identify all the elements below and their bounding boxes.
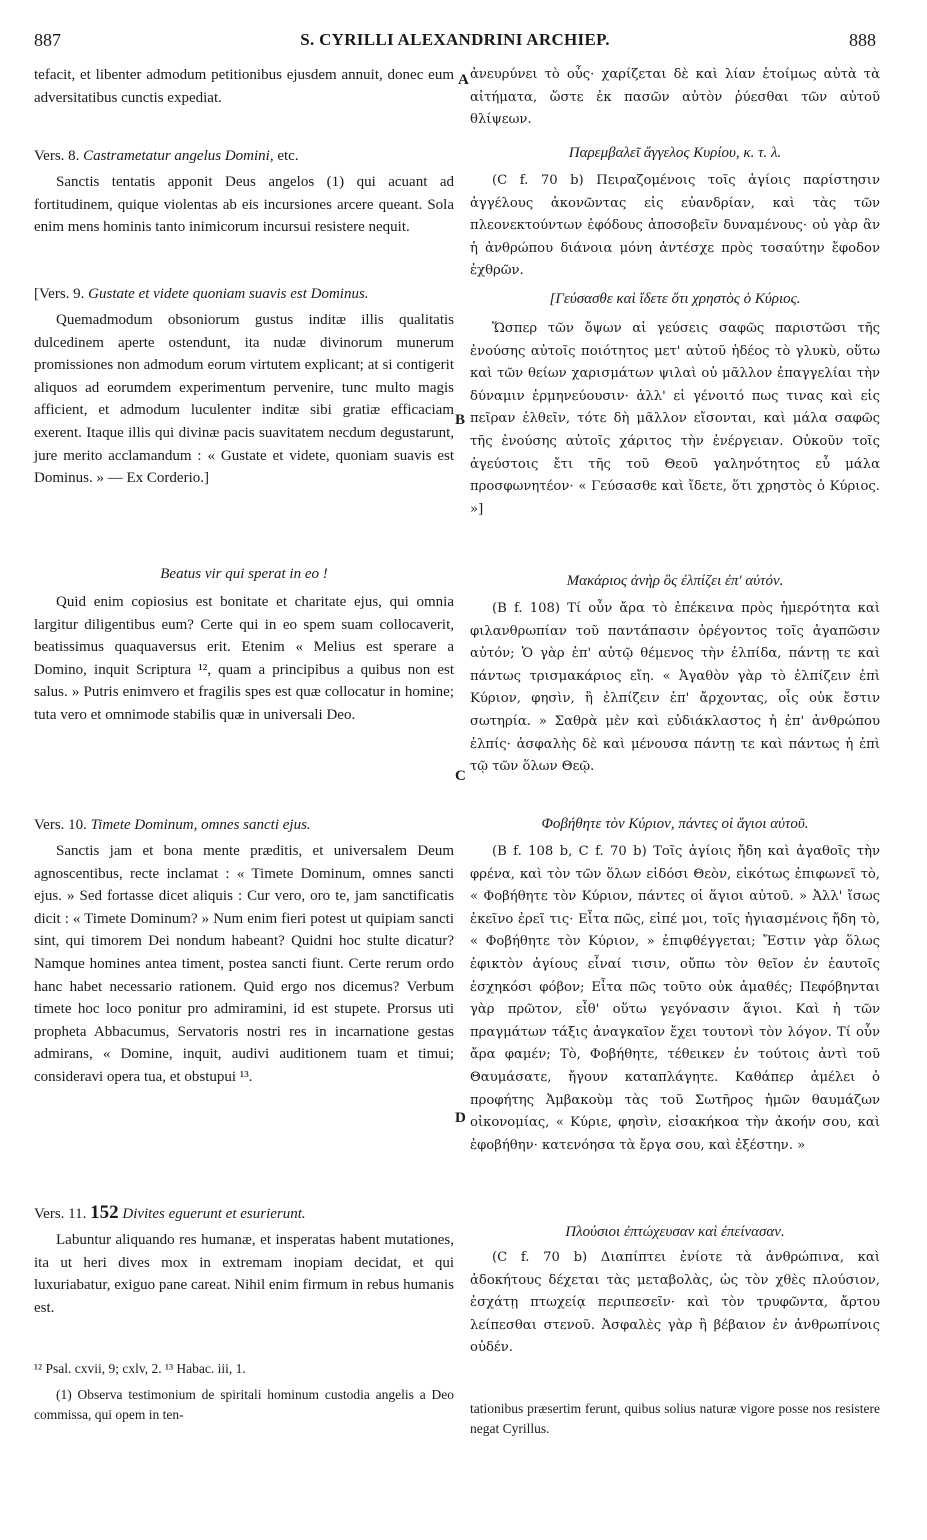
latin-paragraph-v8: Sanctis tentatis apponit Deus angelos (1) qui acuant ad fortitudinem, quique violentas ab eis incursiones arcere queant. Sola enim mens hominis tanto inimicorum incursui resistere nequit. [34, 174, 454, 236]
verse-text: Divites eguerunt et esurierunt. [122, 1206, 306, 1222]
page-number-left: 887 [34, 30, 61, 50]
greek-heading-v9: [Γεύσασθε καὶ ἴδετε ὅτι χρηστὸς ὁ Κύριος. [549, 291, 801, 307]
verse-text: Gustate et videte quoniam suavis est Dominus. [88, 286, 369, 302]
footnote-references: ¹² Psal. cxvii, 9; cxlv, 2. ¹³ Habac. iii, 1. [34, 1361, 246, 1376]
margin-marker-d: D [455, 1110, 466, 1126]
footnote-continuation: tationibus præsertim ferunt, quibus solius naturæ vigore posse nos resistere negat Cyrillus. [470, 1401, 880, 1436]
latin-paragraph-v11: Labuntur aliquando res humanæ, et insperatas habent mutationes, ita ut heri dives mox in extremam inopiam decidat, et qui luxuriabatur, exiguo pane careat. Nihil enim firmum in rebus humanis est. [34, 1232, 454, 1316]
margin-marker-c: C [455, 768, 466, 784]
verse-label: Vers. 8. [34, 148, 80, 164]
latin-heading-v8 [34, 145, 454, 167]
footnote-1: (1) Observa testimonium de spiritali hominum custodia angelis a Deo commissa, qui opem in ten- [34, 1387, 454, 1422]
greek-heading-v8: Παρεμβαλεῖ ἄγγελος Κυρίου, κ. τ. λ. [568, 145, 782, 161]
latin-column [34, 64, 454, 1425]
column-number: 152 [90, 1202, 119, 1223]
greek-paragraph-v9: Ὥσπερ τῶν ὄψων αἱ γεύσεις σαφῶς παριστῶσι τῆς ἐνούσης αὐτοῖς ποιότητος μετ' αὐτοῦ ἡδέος τὸ γλυκὺ, οὕτω καὶ τῶν θείων χαρισμάτων ψιλαὶ οὐ μᾶλλον ἐπαγγελίαι τὴν δύναμιν ἑρμηνεύουσιν· ἀλλ' εἰ γένοιτό πως τινας καὶ εἰς πεῖραν ἐλθεῖν, τότε δὴ μᾶλλον εἴσονται, καὶ μάλα σαφῶς τῆς ἐνούσης αὐτοῖς χάριτος τὴν ἐνέργειαν. Οὐκοῦν τοῖς ἀγεύστοις ἔτι τῆς τοῦ Θεοῦ γαληνότητος εὖ μάλα προσφωνητέον· « Γεύσασθε καὶ ἴδετε, ὅτι χρηστὸς ὁ Κύριος. »] [470, 321, 880, 517]
page-number-right: 888 [849, 30, 876, 50]
greek-paragraph-v10: (B f. 108 b, C f. 70 b) Τοῖς ἁγίοις ἤδη καὶ ἀγαθοῖς τὴν φρένα, καὶ τὸν τῶν ὅλων εἰδόσι Θεὸν, εἰκότως ἐπιφωνεῖ τὸ, « Φοβήθητε τὸν Κύριον, πάντες οἱ ἅγιοι αὐτοῦ. » Ἀλλ' ἴσως ἐκεῖνο ἐρεῖ τις· Εἶτα πῶς, εἰπέ μοι, τοῖς ἡγιασμένοις ἤδη τὸ, « Φοβήθητε τὸν Κύριον, » ἐπιφθέγγεται; Ἔστιν γὰρ ὅλως ἐφικτὸν ἁγίους εἶναί τισιν, οὔπω τὸν θεῖον ἐν ἑαυτοῖς ἐσχηκόσι φόβον; Εἶτα πῶς τοῦτο οὐκ ἀμαθές; Πεφόβηνται γὰρ πρῶτον, εἶθ' οὕτω γεγόνασιν ἅγιοι. Καὶ ἡ τῶν πραγμάτων τάξις ἀναγκαῖον ἔχει τουτονὶ τὸν λόγον. Τί οὖν ἄρα φαμέν; Τὸ, Φοβήθητε, τέθεικεν ἐν τούτοις ἀντὶ τοῦ Θαυμάσατε, ἤγουν καταπλάγητε. Καθάπερ ἀμέλει ὁ προφήτης Ἀμβακοὺμ τὰς τοῦ Σωτῆρος ἡμῶν θαυμάζων οἰκονομίας, « Κύριε, φησὶν, εἰσακήκοα τὴν ἀκοήν σου, καὶ ἐφοβήθην· κατενόησα τὰ ἔργα σου, καὶ ἐξέστην. » [470, 844, 880, 1153]
greek-heading-beatus: Μακάριος ἀνὴρ ὃς ἐλπίζει ἐπ' αὐτόν. [566, 573, 784, 589]
greek-paragraph-v8: (C f. 70 b) Πειραζομένοις τοῖς ἁγίοις παρίστησιν ἀγγέλους ἀκονῶντας εἰς εὐανδρίαν, καὶ τὰς τῶν πλεονεκτούντων ἐφόδους ἀποσοβεῖν δυναμένους· οὐ γὰρ ἂν ἡ ἀνθρώπου διάνοια μόνη ἀντέσχε πρὸς τοσαύτην ἔφοδον ἐχθρῶν. [470, 173, 880, 279]
latin-intro-paragraph: tefacit, et libenter admodum petitionibus ejusdem annuit, donec eum adversitatibus cunctis expediat. [34, 67, 454, 106]
margin-marker-b: B [455, 412, 466, 428]
verse-label: Vers. 10. [34, 817, 87, 833]
verse-label: Vers. 11. [34, 1206, 87, 1222]
latin-paragraph-beatus: Quid enim copiosius est bonitate et charitate ejus, qui omnia largitur diligentibus eum? Certe qui in eo spem suam collocaverit, beatissimus quaquaversus erit. Etenim « Melius est sperare a Domino, inquit Scriptura ¹², quam a principibus a quibus non est salus. » Putris enimvero et fragilis spes est quæ collocatur in homine; tuta vero et omnimode stabilis quæ in universali Deo. [34, 594, 454, 723]
greek-intro-paragraph: ἀνευρύνει τὸ οὖς· χαρίζεται δὲ καὶ λίαν ἑτοίμως αὐτὰ τὰ αἰτήματα, ὥστε ἐκ πασῶν αὐτὸν ῥύεσθαι τῶν αὐτοῦ θλίψεων. [470, 67, 880, 128]
latin-heading-v10 [34, 814, 454, 836]
verse-text: Castrametatur angelus Domini, [83, 148, 274, 164]
verse-label: [Vers. 9. [34, 286, 85, 302]
verse-etc: etc. [273, 148, 299, 164]
greek-paragraph-beatus: (B f. 108) Τί οὖν ἄρα τὸ ἐπέκεινα πρὸς ἡμερότητα καὶ φιλανθρωπίαν τοῦ παντάπασιν ὀρέγοντος τοῖς ἀγαπῶσιν αὐτόν; Ὁ γὰρ ἐπ' αὐτῷ θέμενος τὴν ἐλπίδα, πάντῃ τε καὶ πάντως τρισμακάριος εἴη. « Ἀγαθὸν γὰρ τὸ ἐλπίζειν ἐπὶ Κύριον, φησὶν, ἢ ἐλπίζειν ἐπ' ἄρχοντας, οἷς οὐκ ἔστιν σωτηρία. » Σαθρὰ μὲν καὶ εὐδιάκλαστος ἡ ἐπ' ἀνθρώπου ἐλπίς· ἀσφαλὴς δὲ καὶ μένουσα πάντῃ τε καὶ πάντως ἡ ἐπὶ τῷ τῶν ὅλων Θεῷ. [470, 601, 880, 775]
latin-paragraph-v9: Quemadmodum obsoniorum gustus inditæ illis qualitatis dulcedinem aperte ostendunt, ita nudæ divinorum munerum promissiones non admodum eorum virtutem explicant; at si contigerit aliquos ad eorumdem experimentum pervenire, tunc multo magis afficient, et admodum luculenter inditæ sibi gratiæ efficaciam exerent. Itaque illis qui divinæ pacis suavitatem necdum degustarunt, jure merito acclamandum : « Gustate et videte, quoniam suavis est Dominus. » — Ex Corderio.] [34, 312, 454, 487]
latin-heading-v9 [34, 283, 454, 305]
margin-marker-a: A [458, 72, 469, 88]
latin-heading-beatus: Beatus vir qui sperat in eo ! [160, 566, 328, 582]
running-title: S. CYRILLI ALEXANDRINI ARCHIEP. [300, 30, 610, 49]
latin-paragraph-v10: Sanctis jam et bona mente præditis, et universalem Deum agnoscentibus, recte inclamat : « Timete Dominum, omnes sancti ejus. » Sed fortasse dicet aliquis : Cur vero, oro te, jam sanctificatis dicit : « Timete Dominum? » Num enim fieri potest ut quipiam sancti sint, qui timorem Dei nondum habeant? Quidni hoc stulte dicatur? Namque homines antea timent, postea sancti fiunt. Certe rerum ordo hanc habet necessario rationem. Quid ergo nos dicemus? Verbum timete hoc loco ponitur pro admiramini, id est stupete. Prorsus uti propheta Abbacumus, Servatoris nostri res in incarnatione gestas admirans, « Domine, inquit, audivi auditionem tuam et timui; consideravi opera tua, et obstupui ¹³. [34, 843, 454, 1085]
verse-text: Timete Dominum, omnes sancti ejus. [90, 817, 311, 833]
greek-paragraph-v11: (C f. 70 b) Διαπίπτει ἐνίοτε τὰ ἀνθρώπινα, καὶ ἀδοκήτους δέχεται τὰς μεταβολὰς, ὡς τὸν χθὲς πλούσιον, ἐσχάτῃ πτωχείᾳ περιπεσεῖν· καὶ τὸν τρυφῶντα, ἄρτου λείπεσθαι στενοῦ. Ἀσφαλὲς γὰρ ἢ βέβαιον ἐν ἀνθρωπίνοις οὐδέν. [470, 1250, 880, 1356]
greek-heading-v10: Φοβήθητε τὸν Κύριον, πάντες οἱ ἅγιοι αὐτοῦ. [541, 816, 809, 832]
greek-column [470, 64, 880, 1439]
greek-heading-v11: Πλούσιοι ἐπτώχευσαν καὶ ἐπείνασαν. [565, 1224, 785, 1240]
page-header [34, 30, 876, 56]
latin-heading-v11 [34, 1202, 454, 1225]
